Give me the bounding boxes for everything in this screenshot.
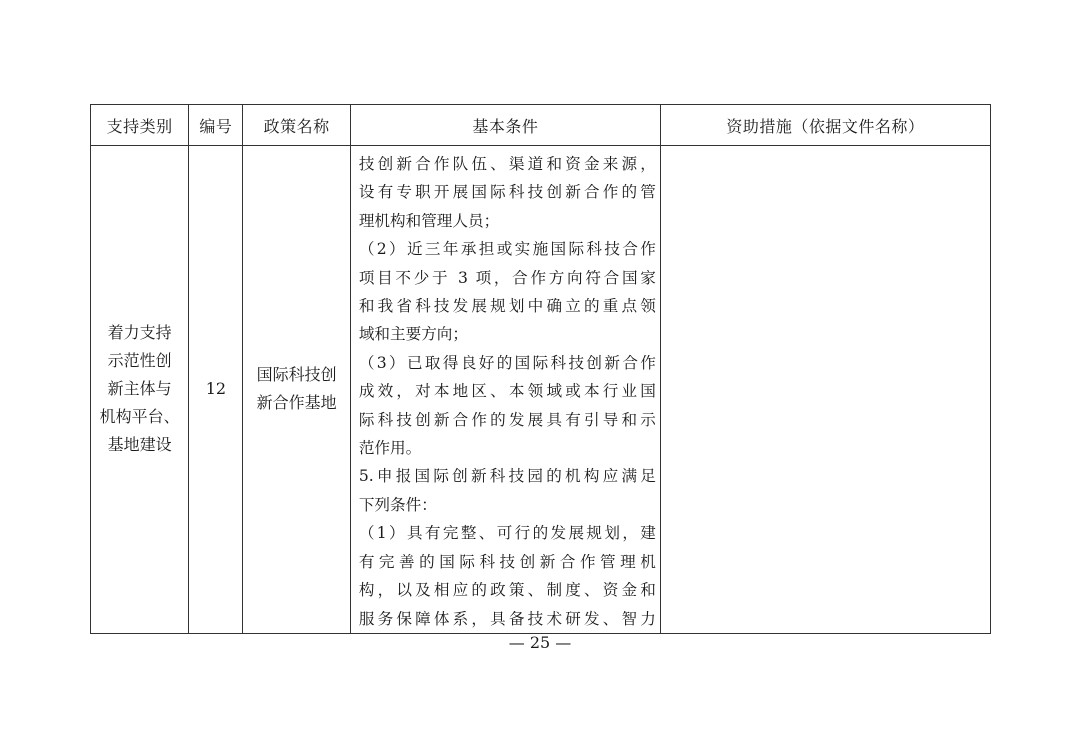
header-conditions: 基本条件 <box>350 105 660 146</box>
policy-name-line: 国际科技创 <box>256 365 337 385</box>
condition-line: 构，以及相应的政策、制度、资金和 <box>358 581 656 600</box>
policy-name-cell <box>243 146 350 634</box>
condition-line: 项目不少于 3 项，合作方向符合国家 <box>358 268 656 287</box>
condition-line: 设有专职开展国际科技创新合作的管 <box>358 183 656 202</box>
condition-line: 和我省科技发展规划中确立的重点领 <box>358 297 656 316</box>
condition-line: 下列条件： <box>358 495 437 514</box>
number-cell <box>189 146 243 634</box>
condition-line: （3）已取得良好的国际科技创新合作 <box>358 353 656 372</box>
page-number: — 25 — <box>508 633 572 652</box>
condition-line: 际科技创新合作的发展具有引导和示 <box>358 410 656 429</box>
conditions-cell <box>350 146 660 634</box>
header-category: 支持类别 <box>91 105 189 146</box>
condition-line: 5.申报国际创新科技园的机构应满足 <box>358 467 656 486</box>
condition-line: 成效，对本地区、本领域或本行业国 <box>358 382 656 401</box>
condition-line: 范作用。 <box>358 439 422 458</box>
category-line: 示范性创 <box>107 351 172 371</box>
condition-line: （1）具有完整、可行的发展规划，建 <box>358 524 656 543</box>
condition-line: （2）近三年承担或实施国际科技合作 <box>358 240 656 259</box>
category-line: 着力支持 <box>107 323 172 343</box>
policy-table <box>90 104 991 634</box>
condition-line: 服务保障体系，具备技术研发、智力 <box>358 609 656 628</box>
funding-cell <box>660 146 990 634</box>
header-funding: 资助措施（依据文件名称） <box>660 105 990 146</box>
table-header-row <box>91 105 991 146</box>
condition-line: 技创新合作队伍、渠道和资金来源， <box>358 155 656 173</box>
condition-line: 有完善的国际科技创新合作管理机 <box>358 552 656 571</box>
category-cell <box>91 146 189 634</box>
row-number: 12 <box>205 379 227 399</box>
policy-name-line: 新合作基地 <box>256 393 337 413</box>
category-line: 基地建设 <box>107 435 172 455</box>
category-line: 新主体与 <box>107 379 172 399</box>
category-line: 机构平台、 <box>99 407 180 427</box>
header-number: 编号 <box>189 105 243 146</box>
condition-line: 理机构和管理人员； <box>358 211 500 230</box>
header-policy-name: 政策名称 <box>243 105 350 146</box>
table-row <box>91 146 991 634</box>
condition-line: 域和主要方向； <box>358 325 468 344</box>
